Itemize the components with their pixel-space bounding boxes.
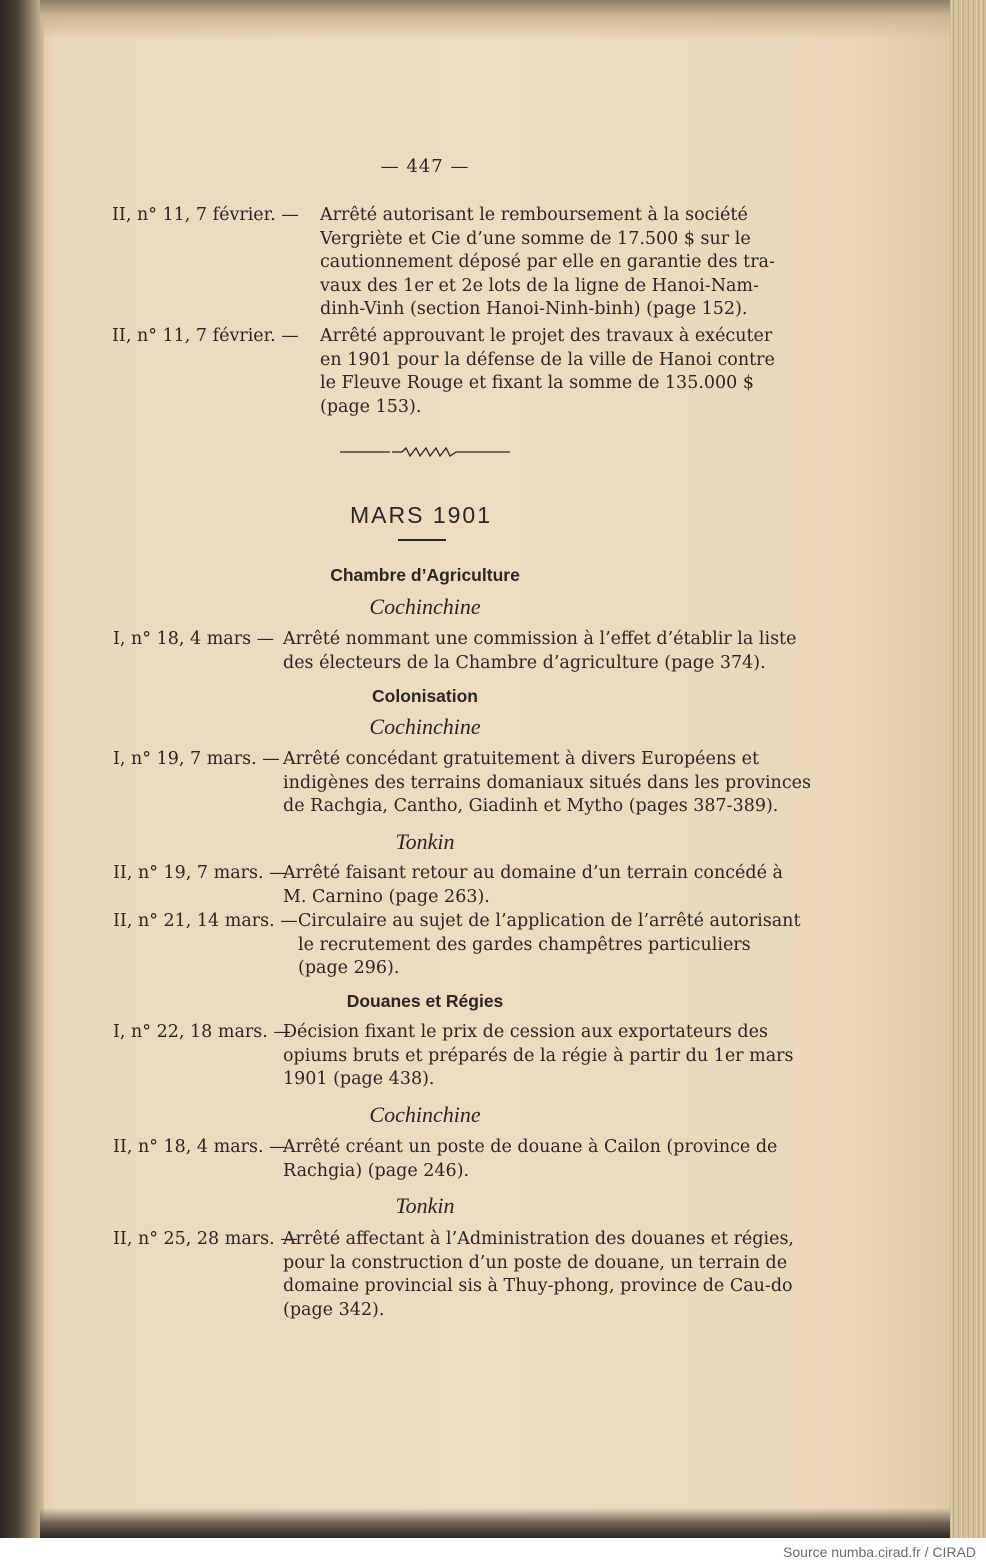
entry-line: (page 342). xyxy=(283,1299,385,1320)
entry-ref: II, n° 21, 14 mars. — xyxy=(113,911,298,931)
entry-line: opiums bruts et préparés de la régie à partir du 1er mars xyxy=(283,1045,794,1066)
entry-line: Vergriète et Cie d’une somme de 17.500 $ sur le xyxy=(320,228,751,249)
entry-ref: I, n° 19, 7 mars. — xyxy=(113,749,280,769)
entry-line: cautionnement déposé par elle en garantie des tra- xyxy=(320,252,775,272)
entry-line: Arrêté autorisant le remboursement à la société xyxy=(320,205,748,225)
entry-ref: II, n° 18, 4 mars. — xyxy=(113,1137,287,1157)
entry-line: pour la construction d’un poste de douane, un terrain de xyxy=(283,1252,788,1273)
entry-line: 1901 (page 438). xyxy=(283,1069,435,1089)
heading-colonisation: Colonisation xyxy=(372,686,478,706)
entry-ref: I, n° 22, 18 mars. — xyxy=(113,1022,291,1042)
heading-chambre-agriculture: Chambre d’Agriculture xyxy=(330,565,520,585)
source-credit: Source numba.cirad.fr / CIRAD xyxy=(783,1544,976,1560)
title-rule xyxy=(398,539,446,541)
entry-ref: II, n° 25, 28 mars. — xyxy=(113,1229,298,1249)
entry-line: Rachgia) (page 246). xyxy=(283,1160,470,1181)
entry-ref: II, n° 11, 7 février. — xyxy=(112,205,299,225)
ornament-divider-icon xyxy=(340,445,510,459)
entry-line: (page 153). xyxy=(320,396,422,417)
entry-line: indigènes des terrains domaniaux situés dans les provinces xyxy=(283,772,811,793)
entry-line: dinh-Vinh (section Hanoi-Ninh-binh) (page 152). xyxy=(320,299,748,319)
entry-line: Arrêté créant un poste de douane à Cailon (province de xyxy=(283,1137,778,1157)
entry-line: Circulaire au sujet de l’application de l’arrêté autorisant xyxy=(298,911,801,931)
entry-line: Arrêté affectant à l’Administration des douanes et régies, xyxy=(283,1229,794,1249)
heading-tonkin: Tonkin xyxy=(395,829,455,854)
entry-line: le Fleuve Rouge et fixant la somme de 135.000 $ xyxy=(320,373,754,393)
entry-line: de Rachgia, Cantho, Giadinh et Mytho (pages 387-389). xyxy=(283,796,779,816)
entry-line: vaux des 1er et 2e lots de la ligne de Hanoi-Nam- xyxy=(320,275,759,296)
entry-ref: II, n° 19, 7 mars. — xyxy=(113,863,287,883)
entry-line: Décision fixant le prix de cession aux exportateurs des xyxy=(283,1022,768,1042)
page-number: — 447 — xyxy=(380,156,470,177)
entry-line: en 1901 pour la défense de la ville de Hanoi contre xyxy=(320,349,775,370)
heading-cochinchine: Cochinchine xyxy=(369,1102,481,1127)
entry-line: le recrutement des gardes champêtres particuliers xyxy=(298,934,751,955)
section-title: MARS 1901 xyxy=(349,502,492,528)
heading-cochinchine: Cochinchine xyxy=(369,594,481,619)
heading-tonkin: Tonkin xyxy=(395,1193,455,1218)
heading-cochinchine: Cochinchine xyxy=(369,714,481,739)
entry-line: M. Carnino (page 263). xyxy=(283,886,490,907)
entry-ref: I, n° 18, 4 mars — xyxy=(113,629,275,649)
entry-line: domaine provincial sis à Thuy-phong, province de Cau-do xyxy=(283,1276,793,1296)
entry-line: Arrêté faisant retour au domaine d’un terrain concédé à xyxy=(283,863,783,883)
heading-douanes-regies: Douanes et Régies xyxy=(346,991,504,1011)
entry-line: Arrêté nommant une commission à l’effet d’établir la liste xyxy=(283,629,797,649)
entry-ref: II, n° 11, 7 février. — xyxy=(112,326,299,346)
entry-line: des électeurs de la Chambre d’agriculture (page 374). xyxy=(283,652,766,673)
entry-line: Arrêté concédant gratuitement à divers Européens et xyxy=(283,749,760,769)
entry-line: Arrêté approuvant le projet des travaux à exécuter xyxy=(320,326,773,346)
entry-line: (page 296). xyxy=(298,958,400,978)
